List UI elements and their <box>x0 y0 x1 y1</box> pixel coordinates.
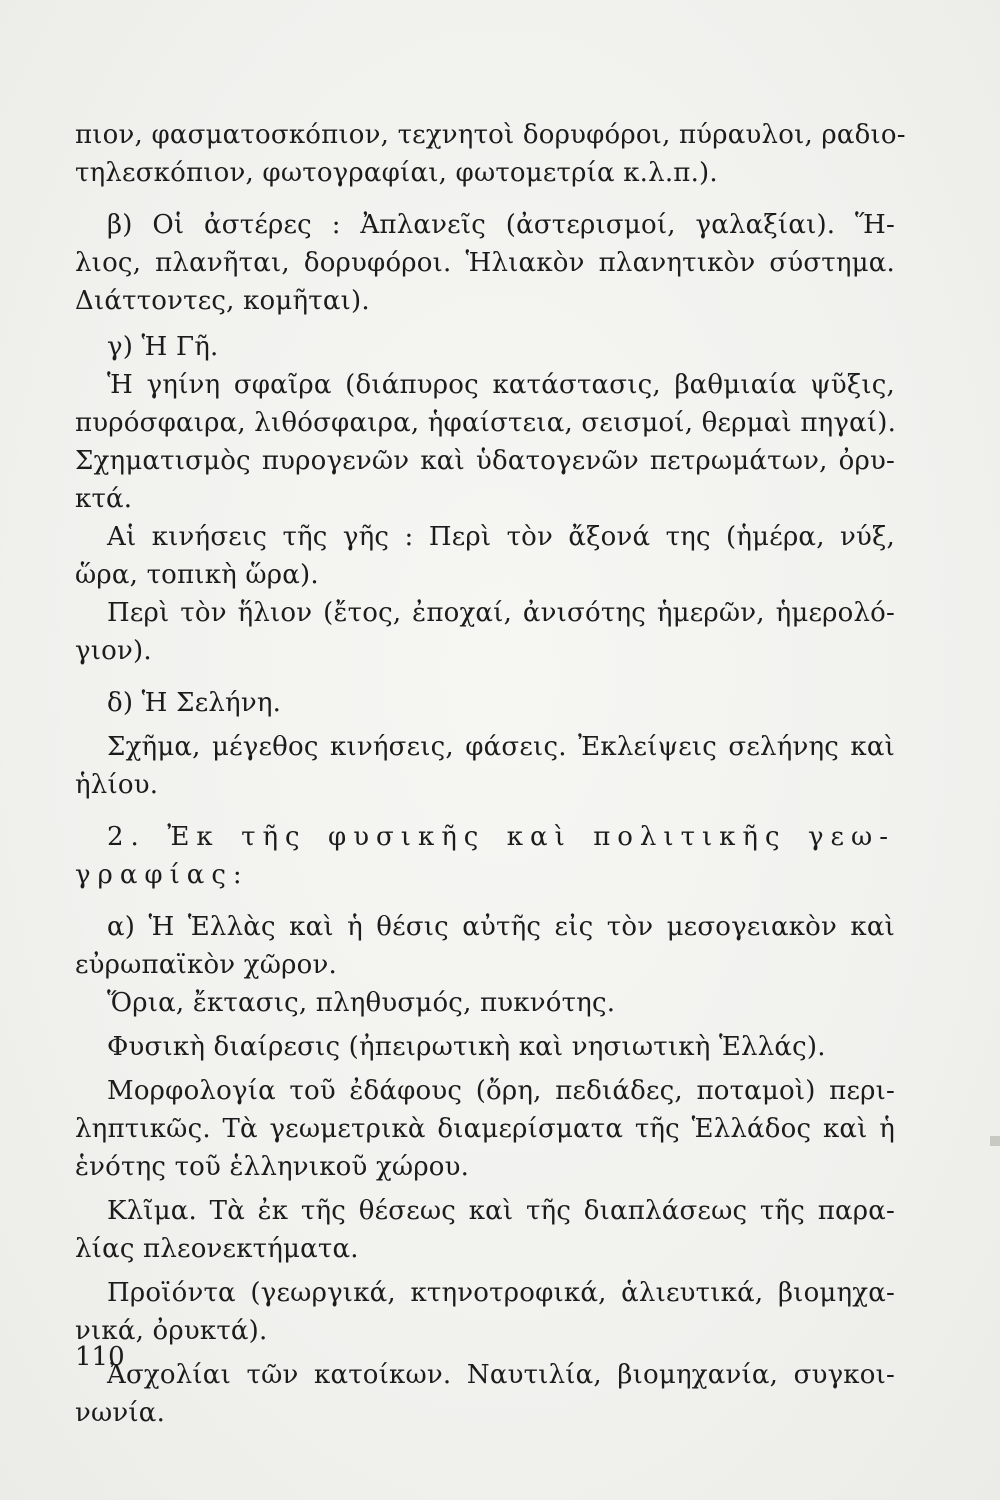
page-number: 110 <box>75 1342 125 1372</box>
text-line: νικά, ὀρυκτά). <box>75 1316 268 1346</box>
text-line: ἑνότης τοῦ ἑλληνικοῦ χώρου. <box>75 1152 470 1182</box>
text-line: εὐρωπαϊκὸν χῶρον. <box>75 950 337 980</box>
text-line: λιος, πλανῆται, δορυφόροι. Ἡλιακὸν πλανητικὸν σύστημα. <box>75 248 895 278</box>
section-two-heading-continued: γραφίας: <box>75 860 249 890</box>
text-line: Ἡ γηίνη σφαῖρα (διάπυρος κατάστασις, βαθμιαία ψῦξις, <box>107 370 895 400</box>
text-line: πιον, φασματοσκόπιον, τεχνητοὶ δορυφόροι, πύραυλοι, ραδιο- <box>75 120 906 150</box>
text-line: Σχῆμα, μέγεθος κινήσεις, φάσεις. Ἐκλείψεις σελήνης καὶ <box>107 732 895 762</box>
text-line: Αἱ κινήσεις τῆς γῆς : Περὶ τὸν ἄξονά της (ἡμέρα, νύξ, <box>107 522 895 552</box>
text-line: Περὶ τὸν ἥλιον (ἔτος, ἐποχαί, ἀνισότης ἡμερῶν, ἡμερολό- <box>107 598 895 628</box>
text-line: Μορφολογία τοῦ ἐδάφους (ὄρη, πεδιάδες, ποταμοὶ) περι- <box>107 1076 895 1106</box>
section-beta-heading: β) Οἱ ἀστέρες : Ἀπλανεῖς (ἀστερισμοί, γαλαξίαι). Ἥ- <box>107 210 895 240</box>
section-two-heading: 2. Ἐκ τῆς φυσικῆς καὶ πολιτικῆς γεω- <box>107 822 895 852</box>
text-line: Κλῖμα. Τὰ ἐκ τῆς θέσεως καὶ τῆς διαπλάσεως τῆς παρα- <box>107 1196 895 1226</box>
text-line: Ἀσχολίαι τῶν κατοίκων. Ναυτιλία, βιομηχανία, συγκοι- <box>107 1360 895 1390</box>
text-line: Σχηματισμὸς πυρογενῶν καὶ ὑδατογενῶν πετρωμάτων, ὀρυ- <box>75 446 895 476</box>
text-line: ληπτικῶς. Τὰ γεωμετρικὰ διαμερίσματα τῆς Ἑλλάδος καὶ ἡ <box>75 1114 895 1144</box>
text-line: γιον). <box>75 636 152 666</box>
scan-margin-mark <box>990 1136 1000 1146</box>
text-line: νωνία. <box>75 1398 166 1428</box>
text-line: λίας πλεονεκτήματα. <box>75 1234 359 1264</box>
text-line: τηλεσκόπιον, φωτογραφίαι, φωτομετρία κ.λ.π.). <box>75 158 718 188</box>
text-line: πυρόσφαιρα, λιθόσφαιρα, ἡφαίστεια, σεισμοί, θερμαὶ πηγαί). <box>75 408 897 438</box>
text-line: Ὅρια, ἔκτασις, πληθυσμός, πυκνότης. <box>107 988 616 1018</box>
text-line: κτά. <box>75 484 133 514</box>
section-gamma-heading: γ) Ἡ Γῆ. <box>107 332 219 362</box>
text-line: ὥρα, τοπικὴ ὥρα). <box>75 560 319 590</box>
text-line: Διάττοντες, κομῆται). <box>75 286 370 316</box>
section-alpha-heading: α) Ἡ Ἑλλὰς καὶ ἡ θέσις αὐτῆς εἰς τὸν μεσογειακὸν καὶ <box>107 912 895 942</box>
text-line: ἡλίου. <box>75 770 159 800</box>
text-line: Προϊόντα (γεωργικά, κτηνοτροφικά, ἁλιευτικά, βιομηχα- <box>107 1278 895 1308</box>
section-delta-heading: δ) Ἡ Σελήνη. <box>107 688 282 718</box>
text-line: Φυσικὴ διαίρεσις (ἠπειρωτικὴ καὶ νησιωτικὴ Ἑλλάς). <box>107 1032 826 1062</box>
